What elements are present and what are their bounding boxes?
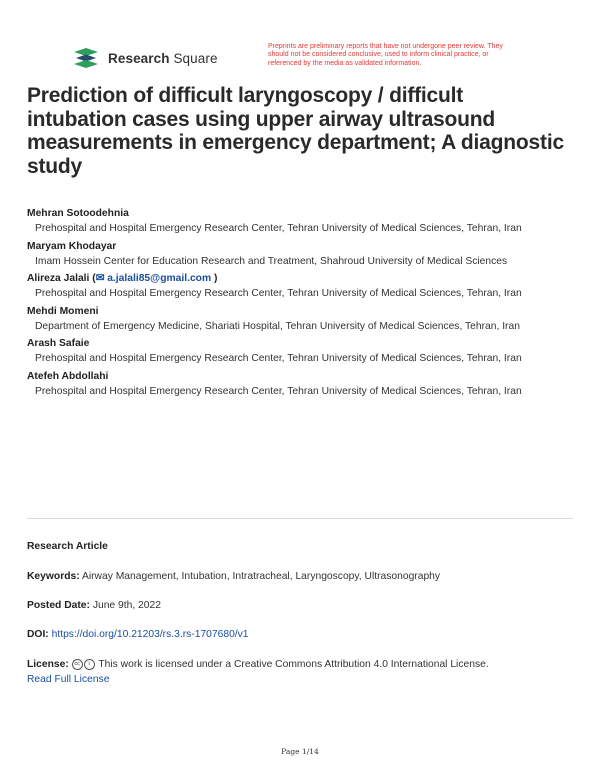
article-type <box>27 539 587 554</box>
doi-link[interactable]: https://doi.org/10.21203/rs.3.rs-1707680/v1 <box>51 629 249 640</box>
author-name: Mehdi Momeni <box>27 305 99 317</box>
logo-text <box>108 51 218 66</box>
keywords-label: Keywords: <box>27 571 80 582</box>
author-entry <box>27 336 577 367</box>
author-affiliation: Imam Hossein Center for Education Research and Treatment, Shahroud University of Medical Sciences <box>35 255 508 267</box>
doi-label: DOI: <box>27 629 49 640</box>
posted-date-value: June 9th, 2022 <box>92 600 161 611</box>
author-name: Arash Safaie <box>27 338 90 350</box>
author-name-with-email <box>27 271 577 286</box>
author-name: Maryam Khodayar <box>27 240 117 252</box>
by-icon: i <box>84 659 95 670</box>
author-name: Alireza Jalali <box>27 273 90 285</box>
keywords-line <box>27 569 587 584</box>
author-affiliation: Prehospital and Hospital Emergency Research Center, Tehran University of Medical Sciences, Tehran, Iran <box>35 353 522 365</box>
license-label: License: <box>27 659 69 670</box>
author-email: a.jalali85@gmail.com <box>107 273 212 285</box>
logo-word-square: Square <box>173 50 218 66</box>
author-list <box>27 206 577 402</box>
author-affiliation: Department of Emergency Medicine, Shariati Hospital, Tehran University of Medical Sciences, Tehran, Iran <box>35 320 520 332</box>
section-divider <box>27 518 573 519</box>
email-open-paren: ( <box>92 273 96 285</box>
cc-icon: cc <box>72 659 83 670</box>
author-affiliation: Prehospital and Hospital Emergency Research Center, Tehran University of Medical Sciences, Tehran, Iran <box>35 288 522 300</box>
preprint-disclaimer: Preprints are preliminary reports that have not undergone peer review. They should not be considered conclusive, used to inform clinical practice, or referenced by the media as validated information. <box>268 43 503 67</box>
posted-date-line <box>27 598 587 613</box>
logo-word-research: Research <box>108 50 170 66</box>
author-entry <box>27 304 577 335</box>
read-full-license-link[interactable]: Read Full License <box>27 674 110 685</box>
author-entry <box>27 369 577 400</box>
author-affiliation: Prehospital and Hospital Emergency Research Center, Tehran University of Medical Sciences, Tehran, Iran <box>35 223 522 234</box>
page-number: Page 1/14 <box>281 747 319 756</box>
email-close-paren: ) <box>211 273 218 285</box>
author-affiliation: Prehospital and Hospital Emergency Research Center, Tehran University of Medical Sciences, Tehran, Iran <box>35 385 522 397</box>
research-square-logo[interactable] <box>72 46 218 70</box>
author-name: Mehran Sotoodehnia <box>27 208 129 219</box>
research-square-logo-icon <box>72 46 102 70</box>
license-text: This work is licensed under a Creative Commons Attribution 4.0 International License. <box>98 659 489 670</box>
license-line <box>27 657 587 687</box>
author-name: Atefeh Abdollahi <box>27 370 109 382</box>
author-entry <box>27 239 577 270</box>
author-entry <box>27 206 577 237</box>
author-entry <box>27 271 577 302</box>
article-type-value: Research Article <box>27 541 108 552</box>
doi-line <box>27 627 587 642</box>
paper-title: Prediction of difficult laryngoscopy / difficult intubation cases using upper airway ultrasound measurements in emergency department; A diagnostic study <box>27 84 564 178</box>
posted-date-label: Posted Date: <box>27 600 90 611</box>
envelope-icon: ✉ <box>95 273 105 285</box>
author-email-link[interactable] <box>96 273 211 284</box>
keywords-value: Airway Management, Intubation, Intratracheal, Laryngoscopy, Ultrasonography <box>81 571 441 582</box>
